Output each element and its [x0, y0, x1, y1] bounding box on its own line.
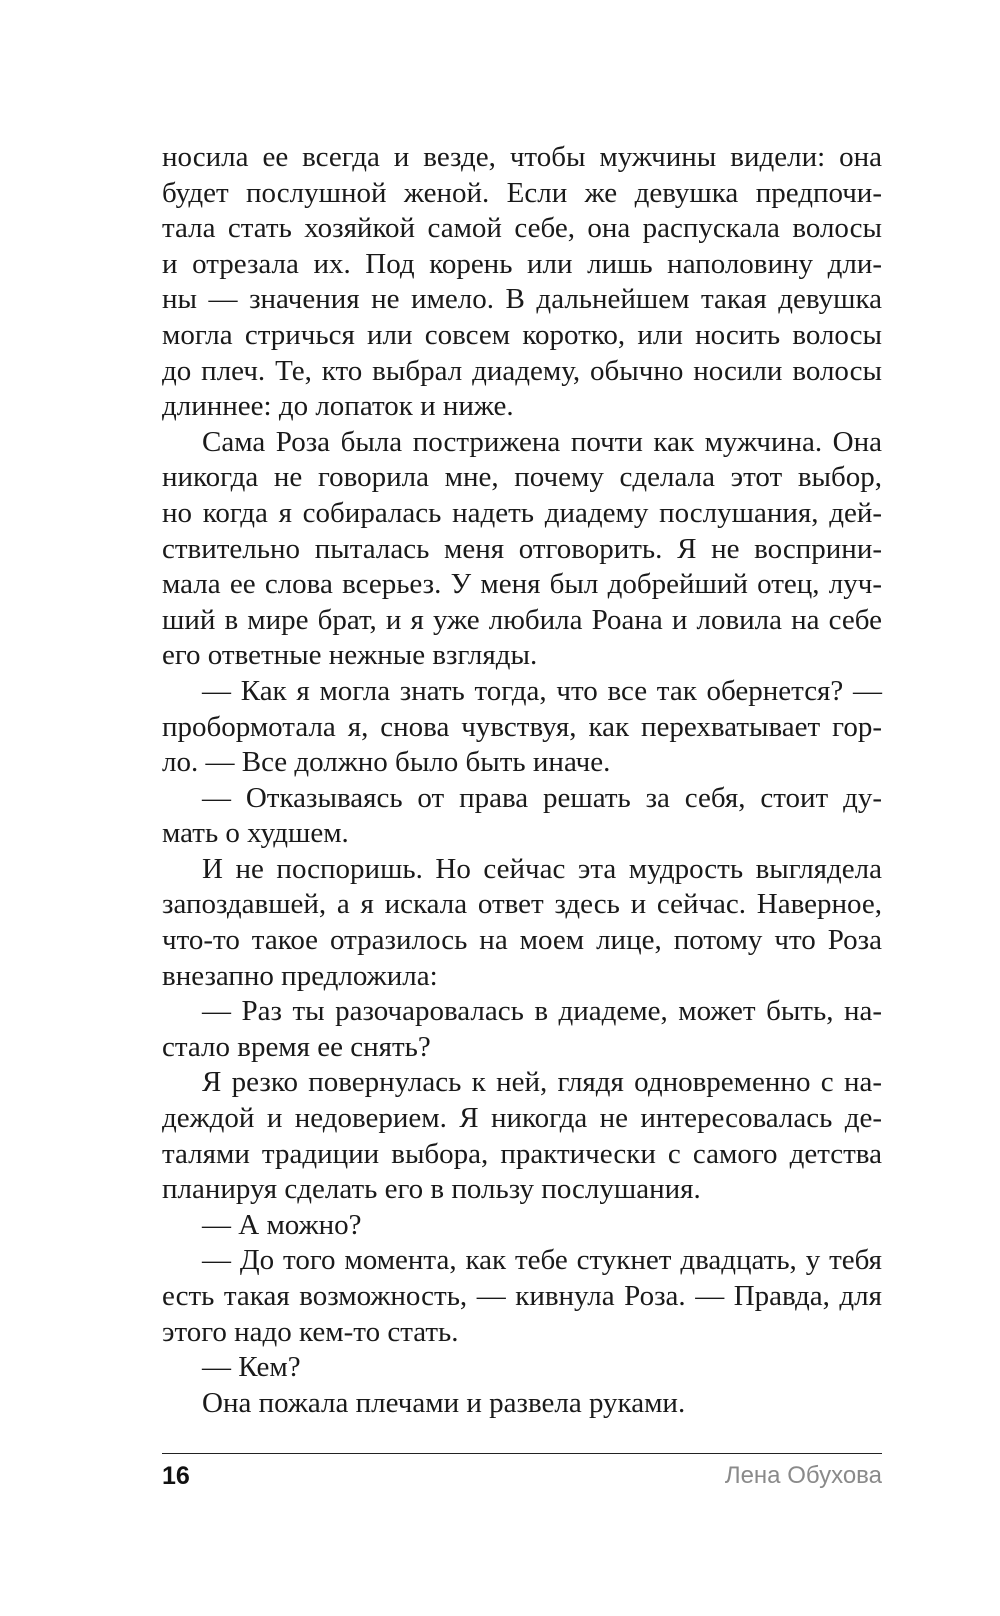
footer-divider: [162, 1453, 882, 1454]
body-text: [162, 140, 882, 1421]
text-line: этого надо кем-то стать.: [162, 1315, 459, 1348]
text-line: — Кем?: [202, 1351, 301, 1384]
text-line: талями традиции выбора, практически с самого детства: [162, 1137, 882, 1170]
text-line: ствительно пыталась меня отговорить. Я не восприни-: [162, 532, 882, 565]
text-line: могла стричься или совсем коротко, или носить волосы: [162, 318, 882, 351]
text-line: — Как я могла знать тогда, что все так обернется? —: [202, 674, 882, 707]
text-line: Я резко повернулась к ней, глядя одновременно с на-: [202, 1066, 882, 1099]
text-line: его ответные нежные взгляды.: [162, 639, 538, 672]
page-number: 16: [162, 1462, 190, 1490]
text-line: есть такая возможность, — кивнула Роза. — Правда, для: [162, 1280, 882, 1312]
text-line: носила ее всегда и везде, чтобы мужчины видели: она: [162, 141, 882, 173]
text-line: никогда не говорила мне, почему сделала этот выбор,: [162, 461, 882, 494]
text-line: тала стать хозяйкой самой себе, она распускала волосы: [162, 212, 882, 245]
text-line: Сама Роза была пострижена почти как мужчина. Она: [202, 425, 882, 458]
text-line: — До того момента, как тебе стукнет двадцать, у тебя: [202, 1244, 882, 1277]
text-line: длиннее: до лопаток и ниже.: [162, 390, 514, 423]
text-line: будет послушной женой. Если же девушка предпочи-: [162, 176, 882, 209]
running-footer-author: Лена Обухова: [724, 1462, 882, 1489]
text-line: Она пожала плечами и развела руками.: [202, 1386, 686, 1419]
text-line: — А можно?: [202, 1208, 362, 1241]
text-line: стало время ее снять?: [162, 1030, 431, 1063]
text-line: мала ее слова всерьез. У меня был добрейший отец, луч-: [162, 568, 882, 601]
text-line: до плеч. Те, кто выбрал диадему, обычно носили волосы: [162, 354, 882, 387]
text-line: пробормотала я, снова чувствуя, как перехватывает гор-: [162, 710, 882, 743]
text-line: ший в мире брат, и я уже любила Роана и ловила на себе: [162, 603, 882, 636]
text-line: планируя сделать его в пользу послушания.: [162, 1173, 701, 1206]
text-line: ло. — Все должно было быть иначе.: [162, 746, 611, 779]
text-line: — Отказываясь от права решать за себя, стоит ду-: [202, 781, 882, 814]
text-line: но когда я собиралась надеть диадему послушания, дей-: [162, 496, 882, 529]
text-line: И не поспоришь. Но сейчас эта мудрость выглядела: [202, 852, 882, 885]
text-line: и отрезала их. Под корень или лишь наполовину дли-: [162, 247, 882, 280]
text-line: — Раз ты разочаровалась в диадеме, может быть, на-: [202, 995, 882, 1028]
text-line: ны — значения не имело. В дальнейшем такая девушка: [162, 283, 882, 316]
text-line: запоздавшей, а я искала ответ здесь и сейчас. Наверное,: [162, 888, 882, 921]
text-line: что-то такое отразилось на моем лице, потому что Роза: [162, 924, 882, 957]
text-line: мать о худшем.: [162, 817, 349, 850]
text-line: внезапно предложила:: [162, 959, 438, 992]
text-line: деждой и недоверием. Я никогда не интересовалась де-: [162, 1102, 882, 1135]
